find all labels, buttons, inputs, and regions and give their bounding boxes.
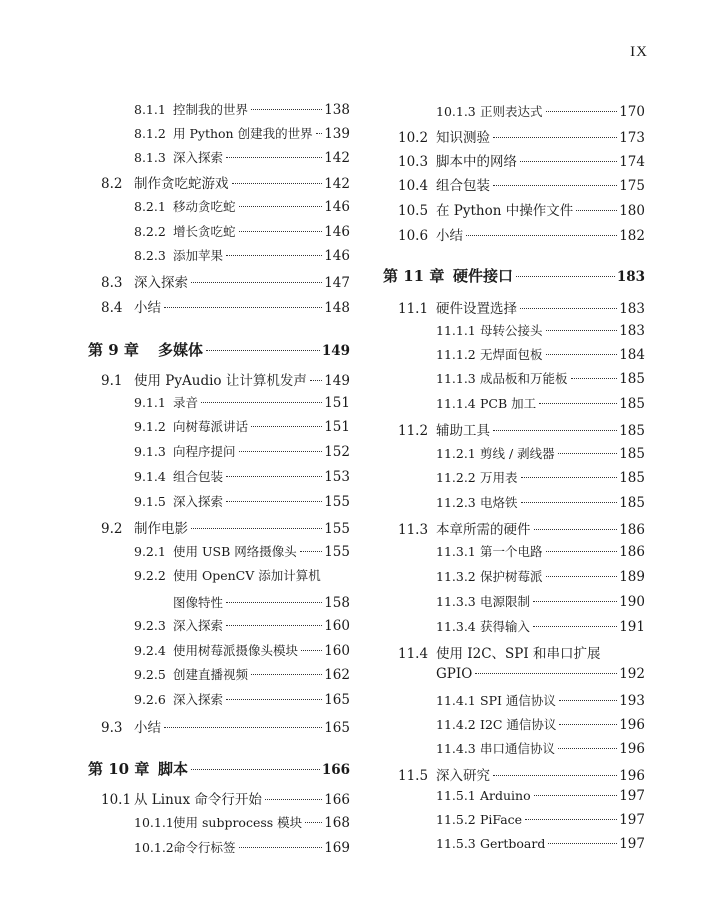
- toc-entry[interactable]: [436, 321, 645, 343]
- toc-leader-dots: [546, 330, 618, 331]
- toc-entry-number: 9.2.4: [134, 643, 166, 658]
- toc-leader-dots: [466, 235, 617, 236]
- toc-entry[interactable]: [436, 345, 645, 367]
- toc-entry[interactable]: [398, 297, 645, 319]
- toc-leader-dots: [521, 502, 618, 503]
- toc-entry-number: 8.4: [101, 300, 123, 316]
- toc-leader-dots: [534, 529, 618, 530]
- toc-entry[interactable]: [436, 617, 645, 639]
- toc-entry-page: 170: [619, 104, 645, 120]
- toc-entry-title: 图像特性: [173, 595, 224, 610]
- toc-entry-title: 深入探索: [173, 618, 224, 633]
- toc-entry[interactable]: [398, 224, 645, 246]
- toc-entry-title: 命令行标签: [173, 840, 236, 855]
- toc-entry-page: 168: [324, 815, 350, 831]
- toc-entry-number: 9.3: [101, 720, 123, 736]
- toc-entry-page: 165: [324, 692, 350, 708]
- toc-entry-page: 175: [619, 178, 645, 194]
- toc-entry-number: 10.1.1: [134, 815, 174, 830]
- toc-entry-number: 11.4: [398, 646, 429, 662]
- toc-entry-page: 197: [619, 836, 645, 852]
- toc-leader-dots: [493, 137, 617, 138]
- toc-entry-title: 脚本中的网络: [436, 154, 517, 170]
- toc-entry[interactable]: [398, 518, 645, 540]
- toc-entry-title: GPIO: [436, 666, 473, 682]
- toc-entry-number: 8.2.1: [134, 199, 166, 214]
- toc-entry-title: 小结: [134, 300, 161, 316]
- toc-entry-title: 制作贪吃蛇游戏: [134, 176, 229, 192]
- toc-entry-title: 在 Python 中操作文件: [436, 203, 574, 219]
- toc-entry-page: 146: [324, 248, 350, 264]
- toc-entry-title: 深入探索: [173, 494, 224, 509]
- toc-entry-title: 小结: [436, 228, 463, 244]
- toc-entry-number: 10.1.3: [436, 104, 476, 119]
- toc-entry-title: 用 Python 创建我的世界: [173, 126, 313, 141]
- toc-entry-number: 10.4: [398, 178, 429, 194]
- toc-entry-title: 控制我的世界: [173, 102, 249, 117]
- toc-entry-title: 成品板和万能板: [480, 371, 568, 386]
- toc-entry-title: Arduino: [480, 788, 531, 803]
- toc-entry-page: 142: [324, 176, 350, 192]
- toc-entry-title: 使用 OpenCV 添加计算机: [173, 568, 321, 583]
- toc-entry[interactable]: [436, 567, 645, 589]
- toc-entry-title: 录音: [173, 395, 199, 410]
- toc-entry-title: 硬件设置选择: [436, 301, 517, 317]
- toc-entry-title: 组合包装: [173, 469, 224, 484]
- toc-entry-number: 第 11 章: [383, 267, 445, 285]
- toc-entry-page: 139: [324, 126, 350, 142]
- toc-leader-dots: [534, 795, 618, 796]
- toc-entry-page: 169: [324, 840, 350, 856]
- toc-entry-number: 9.1.3: [134, 444, 166, 459]
- toc-entry-title: 使用 USB 网络摄像头: [173, 544, 297, 559]
- toc-entry-page: 174: [619, 154, 645, 170]
- toc-entry[interactable]: [436, 739, 645, 761]
- toc-leader-dots: [533, 601, 617, 602]
- toc-entry-number: 9.1.5: [134, 494, 166, 509]
- toc-leader-dots: [533, 626, 617, 627]
- toc-entry-page: 185: [619, 446, 645, 462]
- toc-entry[interactable]: [436, 836, 645, 858]
- toc-entry-number: 10.2: [398, 130, 429, 146]
- toc-entry-title: 深入研究: [436, 768, 490, 784]
- toc-leader-dots: [558, 453, 618, 454]
- toc-entry-title: 第一个电路: [480, 544, 543, 559]
- toc-leader-dots: [558, 748, 617, 749]
- toc-entry-number: 9.1.2: [134, 419, 166, 434]
- toc-entry-number: 第 9 章: [88, 341, 139, 359]
- toc-entry-number: 9.2.2: [134, 568, 166, 583]
- toc-entry[interactable]: [398, 150, 645, 172]
- toc-leader-dots: [493, 185, 617, 186]
- toc-entry-page: 189: [619, 569, 645, 585]
- toc-entry-title: 增长贪吃蛇: [173, 224, 236, 239]
- toc-entry-title: 移动贪吃蛇: [173, 199, 236, 214]
- toc-entry-title: 制作电影: [134, 521, 188, 537]
- toc-entry-number: 10.1: [101, 792, 132, 808]
- toc-entry-title: 创建直播视频: [173, 667, 249, 682]
- toc-entry-page: 196: [619, 768, 645, 784]
- toc-entry[interactable]: [436, 542, 645, 564]
- page-number: IX: [630, 44, 648, 60]
- toc-entry-title: 电源限制: [480, 594, 531, 609]
- toc-entry-page: 151: [324, 395, 350, 411]
- toc-entry-page: 192: [619, 666, 645, 682]
- toc-entry-page: 147: [324, 275, 350, 291]
- toc-entry-number: 11.1.1: [436, 323, 476, 338]
- toc-entry[interactable]: [398, 764, 645, 786]
- toc-entry-page: 190: [619, 594, 645, 610]
- toc-entry-page: 148: [324, 300, 350, 316]
- toc-entry-title: SPI 通信协议: [480, 693, 556, 708]
- toc-entry-number: 9.2.1: [134, 544, 166, 559]
- toc-entry-number: 9.1.1: [134, 395, 166, 410]
- toc-entry-page: 158: [324, 595, 350, 611]
- toc-entry-page: 155: [324, 544, 350, 560]
- toc-entry-title: 使用 subprocess 模块: [173, 815, 303, 830]
- toc-entry-page: 165: [324, 720, 350, 736]
- toc-entry-number: 9.1.4: [134, 469, 166, 484]
- toc-leader-dots: [546, 111, 618, 112]
- toc-entry-title: Gertboard: [480, 836, 546, 851]
- toc-entry-title: 使用 PyAudio 让计算机发声: [134, 373, 307, 389]
- toc-entry-title: 使用 I2C、SPI 和串口扩展: [436, 646, 601, 662]
- toc-entry-number: 11.3: [398, 522, 429, 538]
- toc-entry-number: 11.1.4: [436, 396, 476, 411]
- toc-entry-title: 组合包装: [436, 178, 490, 194]
- toc-entry-page: 146: [324, 224, 350, 240]
- toc-entry-page: 149: [324, 373, 350, 389]
- toc-entry-page: 185: [619, 396, 645, 412]
- toc-leader-dots: [559, 724, 617, 725]
- toc-entry-page: 183: [619, 301, 645, 317]
- toc-entry-page: 155: [324, 521, 350, 537]
- toc-entry-number: 8.2: [101, 176, 123, 192]
- toc-leader-dots: [576, 210, 617, 211]
- toc-entry[interactable]: [398, 199, 645, 221]
- toc-leader-dots: [493, 775, 617, 776]
- toc-entry-title: 串口通信协议: [480, 741, 556, 756]
- toc-entry-number: 11.5.2: [436, 812, 476, 827]
- toc-entry-title: 从 Linux 命令行开始: [134, 792, 262, 808]
- toc-entry-title: 知识测验: [436, 130, 490, 146]
- toc-entry-page: 186: [619, 544, 645, 560]
- toc-entry-title: 向树莓派讲话: [173, 419, 249, 434]
- toc-entry[interactable]: [436, 468, 645, 490]
- toc-entry-page: 166: [321, 762, 350, 778]
- toc-entry-number: 11.2: [398, 423, 429, 439]
- toc-entry-page: 197: [619, 812, 645, 828]
- toc-entry-page: 155: [324, 494, 350, 510]
- toc-entry-title: I2C 通信协议: [480, 717, 557, 732]
- toc-entry[interactable]: [436, 812, 645, 834]
- toc-entry-title: 获得输入: [480, 619, 531, 634]
- toc-entry-page: 183: [616, 269, 645, 285]
- toc-entry-number: 11.2.1: [436, 446, 476, 461]
- toc-entry-page: 173: [619, 130, 645, 146]
- toc-entry-number: 10.1.2: [134, 840, 174, 855]
- toc-entry-page: 191: [619, 619, 645, 635]
- toc-entry-number: 11.3.2: [436, 569, 476, 584]
- toc-leader-dots: [539, 403, 617, 404]
- toc-entry[interactable]: [436, 369, 645, 391]
- toc-entry-page: 184: [619, 347, 645, 363]
- toc-entry-title: 保护树莓派: [480, 569, 543, 584]
- toc-entry[interactable]: [398, 174, 645, 196]
- toc-entry-page: 160: [324, 643, 350, 659]
- toc-entry-title: 深入探索: [134, 275, 188, 291]
- toc-entry-page: 185: [619, 470, 645, 486]
- toc-entry-title: 硬件接口: [453, 267, 514, 285]
- toc-entry-title: 小结: [134, 720, 161, 736]
- toc-entry-title: PiFace: [480, 812, 523, 827]
- toc-leader-dots: [516, 276, 615, 277]
- toc-entry-page: 180: [619, 203, 645, 219]
- toc-entry-number: 11.4.1: [436, 693, 476, 708]
- toc-entry-title: 辅助工具: [436, 423, 490, 439]
- toc-entry-page: 196: [619, 741, 645, 757]
- toc-entry-title: 电烙铁: [480, 495, 518, 510]
- toc-entry-number: 11.5.1: [436, 788, 476, 803]
- toc-entry-title: 使用树莓派摄像头模块: [173, 643, 299, 658]
- toc-entry-page: 197: [619, 788, 645, 804]
- toc-entry-title: 深入探索: [173, 692, 224, 707]
- toc-entry-number: 8.2.3: [134, 248, 166, 263]
- toc-entry-page: 162: [324, 667, 350, 683]
- toc-entry-number: 9.2: [101, 521, 123, 537]
- toc-entry-number: 11.1.2: [436, 347, 476, 362]
- toc-leader-dots: [571, 378, 618, 379]
- toc-entry-page: 166: [324, 792, 350, 808]
- toc-entry-number: 8.3: [101, 275, 123, 291]
- toc-entry-number: 11.3.4: [436, 619, 476, 634]
- toc-entry-page: 151: [324, 419, 350, 435]
- toc-entry-title: 深入探索: [173, 150, 224, 165]
- toc-entry-page: 153: [324, 469, 350, 485]
- toc-entry-page: 185: [619, 423, 645, 439]
- toc-entry-number: 8.1.2: [134, 126, 166, 141]
- toc-leader-dots: [520, 308, 617, 309]
- toc-entry-number: 11.1.3: [436, 371, 476, 386]
- toc-entry-number: 8.1.1: [134, 102, 166, 117]
- toc-entry-title: 万用表: [480, 470, 518, 485]
- toc-entry-page: 146: [324, 199, 350, 215]
- toc-entry-title: 无焊面包板: [480, 347, 543, 362]
- toc-entry-number: 11.3.1: [436, 544, 476, 559]
- toc-entry-number: 11.2.3: [436, 495, 476, 510]
- toc-entry-title: 剪线 / 剥线器: [480, 446, 555, 461]
- toc-entry-page: 182: [619, 228, 645, 244]
- toc-entry[interactable]: [436, 788, 645, 810]
- toc-entry[interactable]: [398, 419, 645, 441]
- toc-entry-number: 11.4.2: [436, 717, 476, 732]
- toc-leader-dots: [559, 700, 617, 701]
- toc-entry-title: 本章所需的硬件: [436, 522, 531, 538]
- toc-leader-dots: [546, 576, 618, 577]
- toc-entry[interactable]: [436, 715, 645, 737]
- toc-entry[interactable]: [436, 102, 645, 124]
- toc-entry-number: 11.2.2: [436, 470, 476, 485]
- toc-entry-page: 193: [619, 693, 645, 709]
- toc-entry-page: 152: [324, 444, 350, 460]
- toc-entry-title: 正则表达式: [480, 104, 543, 119]
- toc-entry-number: 11.1: [398, 301, 429, 317]
- toc-entry[interactable]: [398, 126, 645, 148]
- toc-entry-number: 9.2.5: [134, 667, 166, 682]
- toc-entry-page: 196: [619, 717, 645, 733]
- toc-entry-page: 185: [619, 495, 645, 511]
- toc-leader-dots: [546, 551, 618, 552]
- toc-leader-dots: [548, 843, 617, 844]
- toc-leader-dots: [521, 477, 618, 478]
- toc-entry[interactable]: [436, 592, 645, 614]
- toc-entry[interactable]: [398, 642, 645, 664]
- toc-entry-title: 脚本: [158, 760, 189, 778]
- toc-entry-number: 11.5: [398, 768, 429, 784]
- toc-entry-number: 8.2.2: [134, 224, 166, 239]
- toc-entry-number: 第 10 章: [88, 760, 150, 778]
- toc-entry[interactable]: [436, 394, 645, 416]
- toc-leader-dots: [546, 354, 618, 355]
- toc-entry-page: 185: [619, 371, 645, 387]
- toc-entry-title: PCB 加工: [480, 396, 537, 411]
- toc-entry-number: 11.3.3: [436, 594, 476, 609]
- toc-entry-title: 多媒体: [158, 341, 204, 359]
- toc-entry-number: 10.6: [398, 228, 429, 244]
- toc-entry-number: 8.1.3: [134, 150, 166, 165]
- toc-entry-page: 186: [619, 522, 645, 538]
- toc-entry[interactable]: [436, 691, 645, 713]
- toc-entry-number: 10.3: [398, 154, 429, 170]
- toc-entry-number: 10.5: [398, 203, 429, 219]
- toc-entry[interactable]: [436, 444, 645, 466]
- toc-entry-number: 9.1: [101, 373, 123, 389]
- toc-entry-title: 添加苹果: [173, 248, 224, 263]
- toc-entry-number: 9.2.6: [134, 692, 166, 707]
- toc-entry-number: 11.5.3: [436, 836, 476, 851]
- toc-entry-page: 138: [324, 102, 350, 118]
- toc-entry[interactable]: [436, 666, 645, 688]
- toc-leader-dots: [475, 673, 617, 674]
- toc-entry-page: 142: [324, 150, 350, 166]
- toc-entry-page: 160: [324, 618, 350, 634]
- toc-entry[interactable]: [436, 493, 645, 515]
- toc-entry-page: 149: [321, 343, 350, 359]
- toc-entry-number: 9.2.3: [134, 618, 166, 633]
- toc-entry-page: 183: [619, 323, 645, 339]
- toc-leader-dots: [493, 430, 617, 431]
- toc-entry-title: 向程序提问: [173, 444, 236, 459]
- toc-entry-number: 11.4.3: [436, 741, 476, 756]
- toc-leader-dots: [520, 161, 617, 162]
- toc-leader-dots: [525, 819, 617, 820]
- toc-entry[interactable]: [383, 265, 645, 289]
- toc-entry-title: 母转公接头: [480, 323, 543, 338]
